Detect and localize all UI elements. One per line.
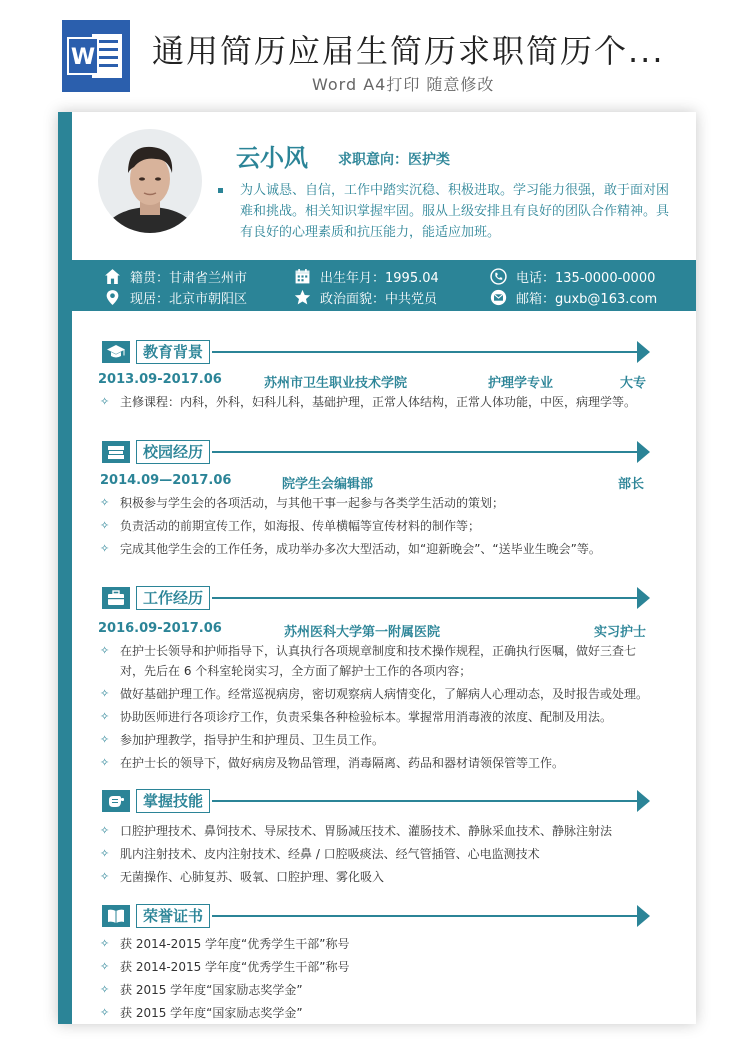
work-row	[98, 621, 646, 639]
list-item: ✧ 获 2014-2015 学年度“优秀学生干部”称号	[98, 934, 404, 954]
list-item: ✧ 协助医师进行各项诊疗工作，负责采集各种检验标本。掌握常用消毒液的浓度、配制及用法。	[98, 707, 658, 727]
list-item: ✧ 完成其他学生会的工作任务，成功举办多次大型活动，如“迎新晚会”、“送毕业生晚会”等。	[98, 539, 658, 559]
section-divider	[212, 915, 638, 917]
skills-list	[98, 821, 658, 890]
arrow-right-icon	[637, 341, 650, 363]
document-subtitle: Word A4打印 随意修改	[312, 75, 495, 94]
politics-item: 政治面貌：中共党员	[294, 288, 437, 307]
list-item: ✧ 获 2015 学年度“国家励志奖学金”	[98, 1003, 404, 1023]
school-name: 苏州市卫生职业技术学院	[264, 376, 408, 391]
book-icon	[102, 905, 130, 927]
list-item: ✧ 负责活动的前期宣传工作，如海报、传单横幅等宣传材料的制作等；	[98, 516, 658, 536]
self-introduction: 为人诚恳、自信，工作中踏实沉稳、积极进取。学习能力很强，敢于面对困难和挑战。相关知识掌握牢固。服从上级安排且有良好的团队合作精神。具有良好的心理素质和抗压能力，能适应加班。	[218, 180, 673, 243]
personal-info-band	[58, 260, 696, 311]
major: 护理学专业	[488, 376, 554, 391]
campus-row	[98, 473, 646, 491]
organization: 院学生会编辑部	[282, 477, 374, 492]
role: 部长	[618, 477, 645, 492]
section-title: 荣誉证书	[136, 904, 210, 928]
organization: 苏州医科大学第一附属医院	[284, 625, 441, 640]
list-item: ✧ 参加护理教学，指导护生和护理员、卫生员工作。	[98, 730, 658, 750]
section-title: 教育背景	[136, 340, 210, 364]
list-item: ✧ 口腔护理技术、鼻饲技术、导尿技术、胃肠减压技术、灌肠技术、静脉采血技术、静脉注射法	[98, 821, 658, 841]
date-range: 2013.09-2017.06	[98, 372, 222, 387]
phone-icon	[490, 268, 507, 285]
section-campus-header	[102, 440, 650, 464]
section-divider	[212, 597, 638, 599]
honors-list	[98, 934, 658, 1026]
arrow-right-icon	[637, 587, 650, 609]
list-item: ✧ 获 2015 学年度“国家励志奖学金”	[98, 980, 404, 1000]
document-title: 通用简历应届生简历求职简历个...	[152, 32, 665, 70]
document-header	[0, 0, 750, 108]
section-title: 工作经历	[136, 586, 210, 610]
section-skills-header	[102, 789, 650, 813]
role: 实习护士	[594, 625, 647, 640]
email-item: 邮箱：guxb@163.com	[490, 288, 657, 307]
birth-item: 出生年月：1995.04	[294, 267, 439, 286]
section-divider	[212, 351, 638, 353]
briefcase-icon	[102, 587, 130, 609]
section-work-header	[102, 586, 650, 610]
job-intent: 求职意向：医护类	[338, 152, 450, 168]
word-document-icon	[62, 20, 130, 92]
section-divider	[212, 451, 638, 453]
residence-item: 现居：北京市朝阳区	[104, 288, 247, 307]
work-list	[98, 641, 658, 776]
avatar	[98, 129, 202, 233]
star-icon	[294, 289, 311, 306]
list-item: ✧ 主修课程：内科，外科，妇科儿科，基础护理，正常人体结构，正常人体功能，中医，病理学等。	[98, 392, 658, 412]
date-range: 2016.09-2017.06	[98, 621, 222, 636]
bullet-square-icon	[218, 188, 223, 193]
calendar-icon	[294, 268, 311, 285]
section-education-header	[102, 340, 650, 364]
campus-list	[98, 493, 658, 562]
arrow-right-icon	[637, 905, 650, 927]
phone-item: 电话：135-0000-0000	[490, 267, 655, 286]
list-item: ✧ 积极参与学生会的各项活动，与其他干事一起参与各类学生活动的策划；	[98, 493, 658, 513]
date-range: 2014.09—2017.06	[100, 473, 232, 488]
list-item: ✧ 肌内注射技术、皮内注射技术、经鼻 / 口腔吸痰法、经气管插管、心电监测技术	[98, 844, 658, 864]
home-icon	[104, 268, 121, 285]
section-title: 掌握技能	[136, 789, 210, 813]
section-title: 校园经历	[136, 440, 210, 464]
svg-text:W: W	[70, 45, 96, 70]
arrow-right-icon	[637, 790, 650, 812]
graduation-cap-icon	[102, 341, 130, 363]
list-item: ✧ 无菌操作、心肺复苏、吸氧、口腔护理、雾化吸入	[98, 867, 658, 887]
building-icon	[102, 441, 130, 463]
list-item: ✧ 在护士长的领导下，做好病房及物品管理，消毒隔离、药品和器材请领保管等工作。	[98, 753, 658, 773]
section-divider	[212, 800, 638, 802]
list-item: ✧ 做好基础护理工作。经常巡视病房，密切观察病人病情变化，了解病人心理动态，及时报告或处理。	[98, 684, 658, 704]
hometown-item: 籍贯：甘肃省兰州市	[104, 267, 247, 286]
education-row	[98, 372, 646, 390]
list-item: ✧ 获 2014-2015 学年度“优秀学生干部”称号	[98, 957, 404, 977]
candidate-name: 云小风	[236, 144, 308, 172]
resume-page	[58, 112, 696, 1024]
location-pin-icon	[104, 289, 121, 306]
hand-skill-icon	[102, 790, 130, 812]
section-honors-header	[102, 904, 650, 928]
education-list	[98, 392, 658, 415]
degree: 大专	[620, 376, 647, 391]
left-accent-bar	[58, 112, 72, 1024]
arrow-right-icon	[637, 441, 650, 463]
list-item: ✧ 在护士长领导和护师指导下，认真执行各项规章制度和技术操作规程，正确执行医嘱，做好三查七对，先后在 6 个科室轮岗实习，全方面了解护士工作的各项内容；	[98, 641, 658, 681]
email-icon	[490, 289, 507, 306]
